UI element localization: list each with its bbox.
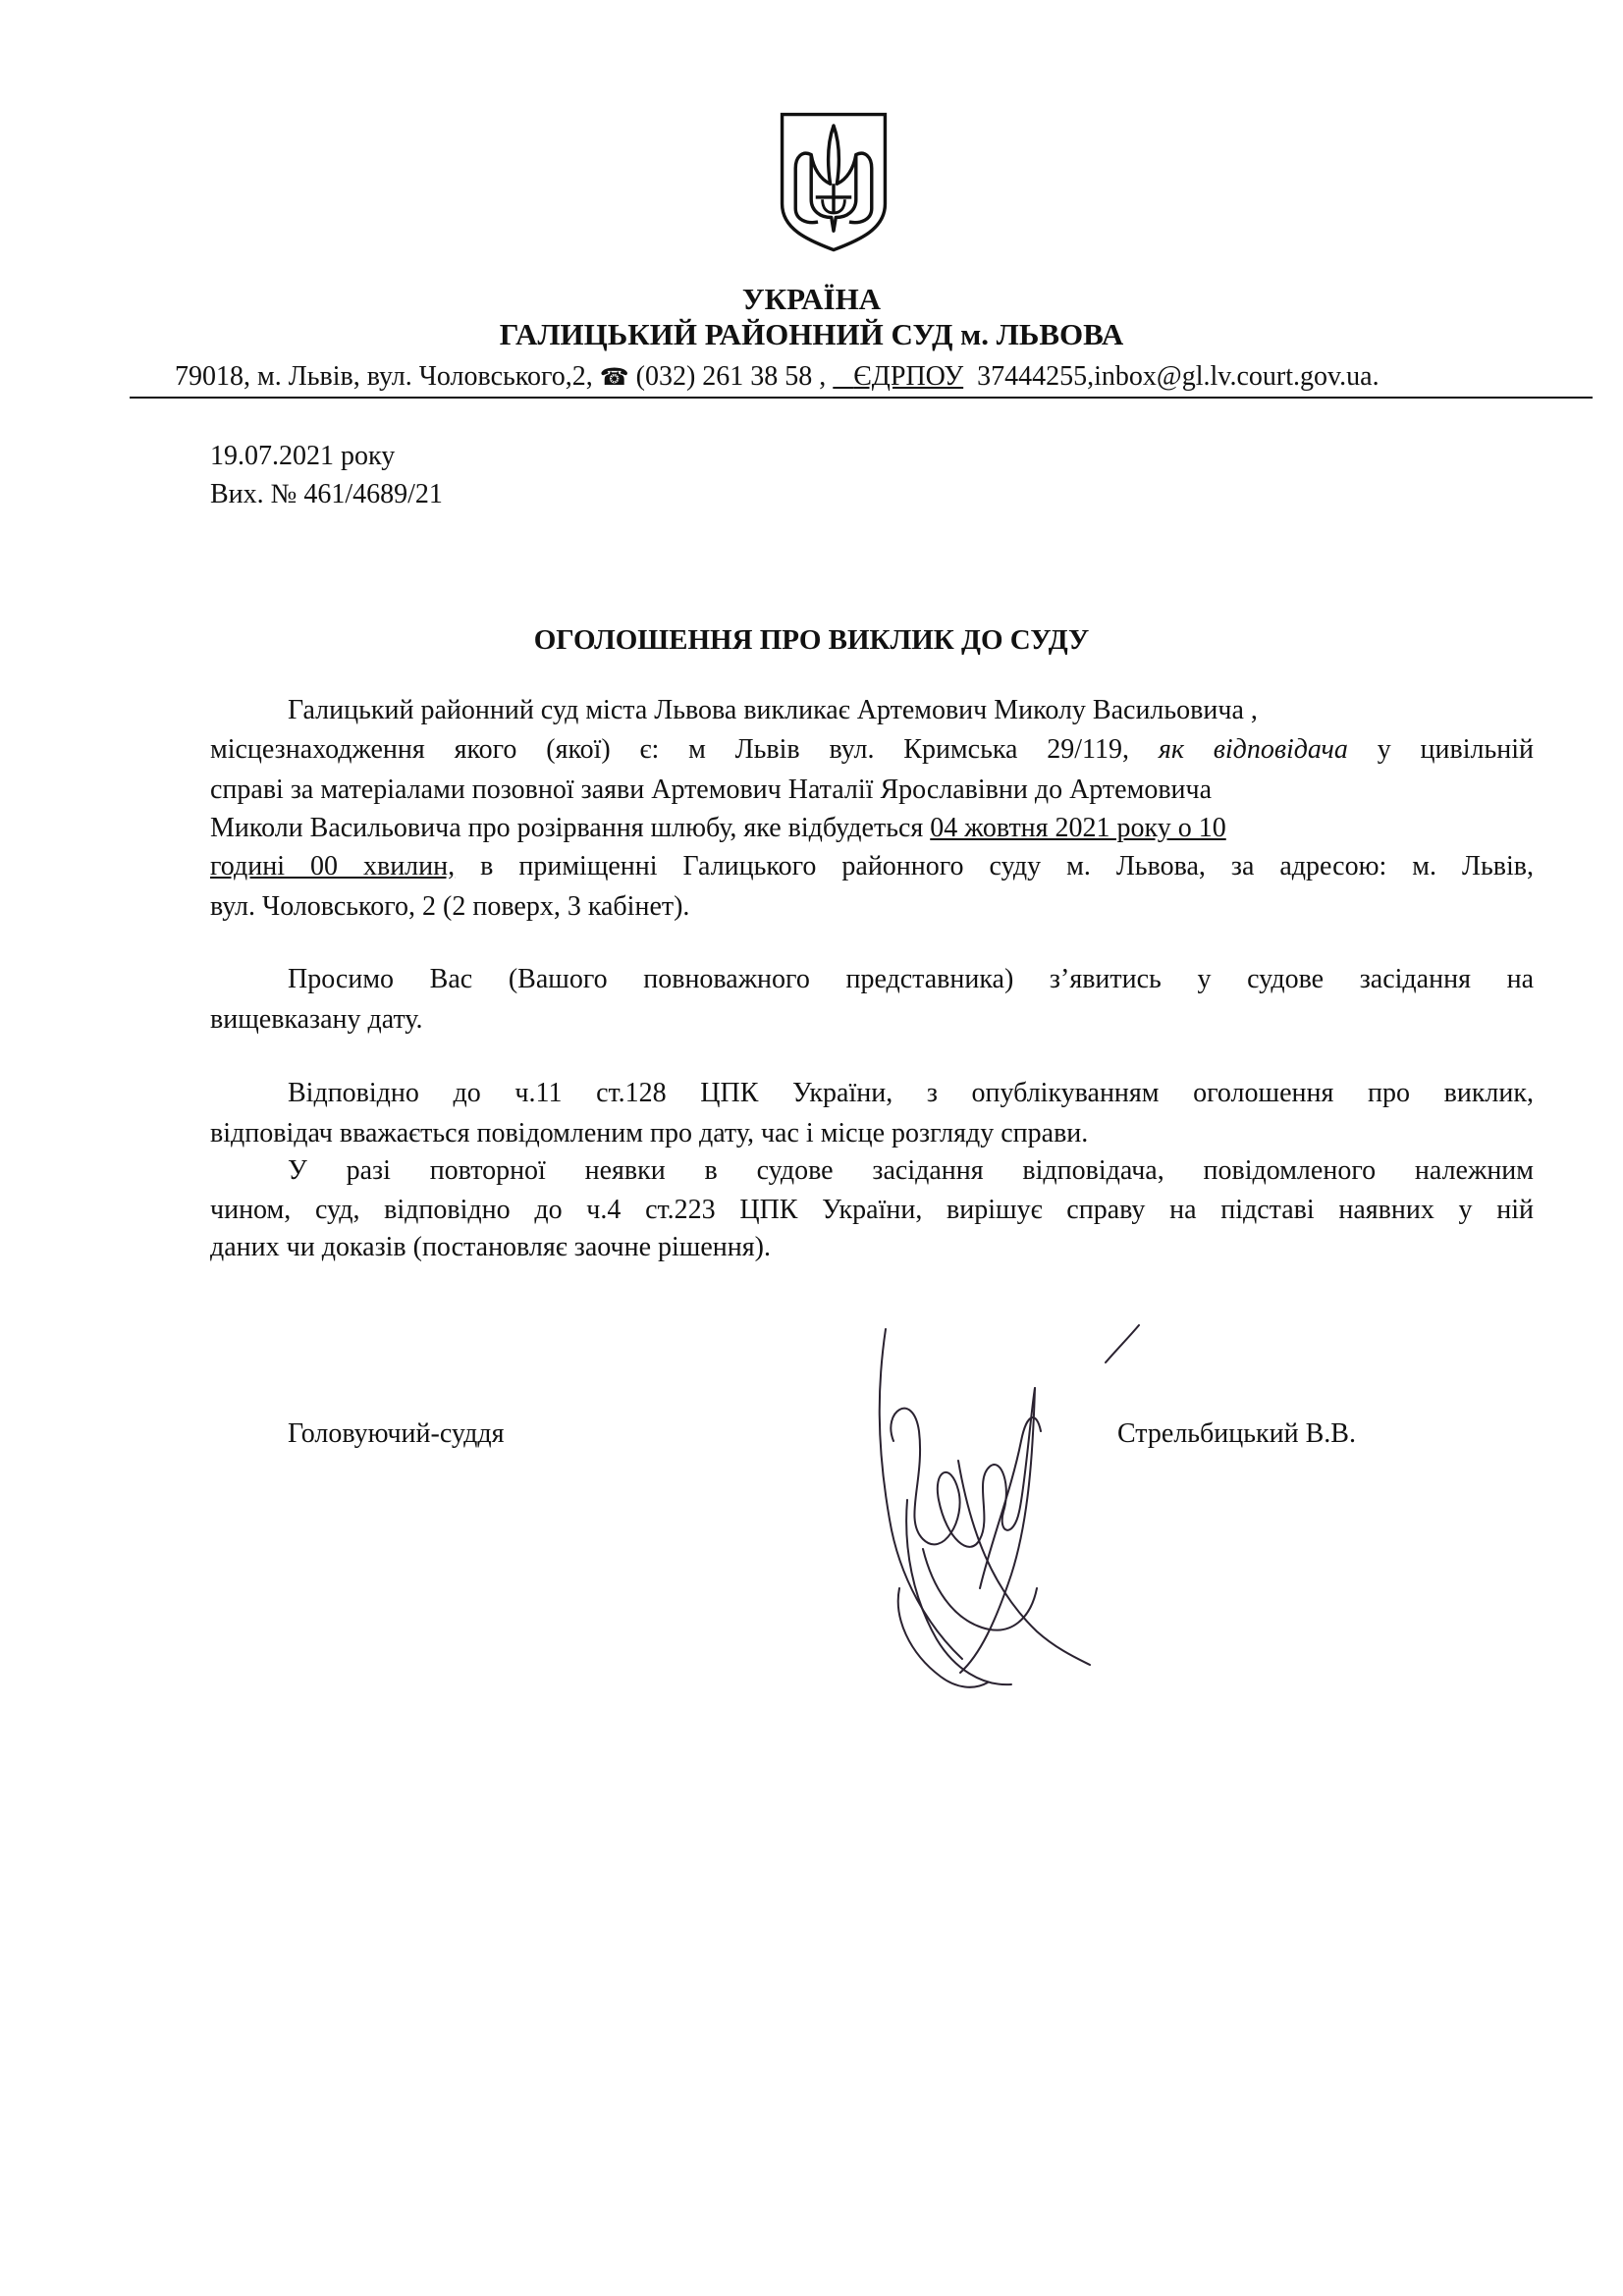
paragraph-4-line-1: У разі повторної неявки в судове засідання відповідача, повідомленого належним [288,1155,1534,1186]
paragraph-1-line-6: вул. Чоловського, 2 (2 поверх, 3 кабінет). [210,891,690,922]
paragraph-1-line-3: справі за матеріалами позовної заяви Артемович Наталії Ярославівни до Артемовича [210,774,1213,805]
paragraph-2-line-2: вищевказану дату. [210,1004,423,1035]
paragraph-1-line-4: Миколи Васильовича про розірвання шлюбу, яке відбудеться 04 жовтня 2021 року о 10 [210,813,1226,843]
paragraph-1-line-1: Галицький районний суд міста Львова викликає Артемович Миколу Васильовича , [288,695,1258,725]
outgoing-number: Вих. № 461/4689/21 [210,479,443,509]
court-contact-line [175,359,1589,399]
paragraph-3-line-1: Відповідно до ч.11 ст.128 ЦПК України, з опублікуванням оголошення про виклик, [288,1078,1534,1108]
court-name-heading: ГАЛИЦЬКИЙ РАЙОННИЙ СУД м. ЛЬВОВА [499,317,1124,351]
judge-name: Стрельбицький В.В. [1117,1418,1356,1449]
edrpou-label: ЄДРПОУ [853,361,964,392]
court-phone: (032) 261 38 58 , [635,361,827,392]
paragraph-1-line-5: годині 00 хвилин, в приміщенні Галицького районного суду м. Львова, за адресою: м. Львів, [210,851,1534,881]
document-title: ОГОЛОШЕННЯ ПРО ВИКЛИК ДО СУДУ [533,624,1090,656]
header-divider [130,397,1593,399]
respondent-role: як відповідача [1158,734,1348,765]
hearing-time: годині 00 хвилин, [210,851,456,881]
paragraph-4-line-2: чином, суд, відповідно до ч.4 ст.223 ЦПК України, вирішує справу на підставі наявних у ній [210,1195,1534,1225]
paragraph-1-line-2: місцезнаходження якого (якої) є: м Львів вул. Кримська 29/119, як відповідача у цивільній [210,734,1534,765]
handwritten-signature [864,1294,1149,1706]
phone-icon: ☎ [599,365,629,391]
country-heading: УКРАЇНА [741,282,882,316]
paragraph-2-line-1: Просимо Вас (Вашого повноважного представника) з’явитись у судове засідання на [288,964,1534,994]
coat-of-arms-icon [778,110,890,253]
judge-position: Головуючий-суддя [288,1418,505,1449]
court-address: 79018, м. Львів, вул. Чоловського,2, [175,361,593,392]
paragraph-4-line-3: даних чи доказів (постановляє заочне рішення). [210,1232,771,1262]
hearing-date: 04 жовтня 2021 року о 10 [930,813,1226,843]
document-date: 19.07.2021 року [210,441,396,471]
edrpou-and-email: 37444255,inbox@gl.lv.court.gov.ua. [977,361,1380,392]
paragraph-3-line-2: відповідач вважається повідомленим про дату, час і місце розгляду справи. [210,1118,1089,1148]
